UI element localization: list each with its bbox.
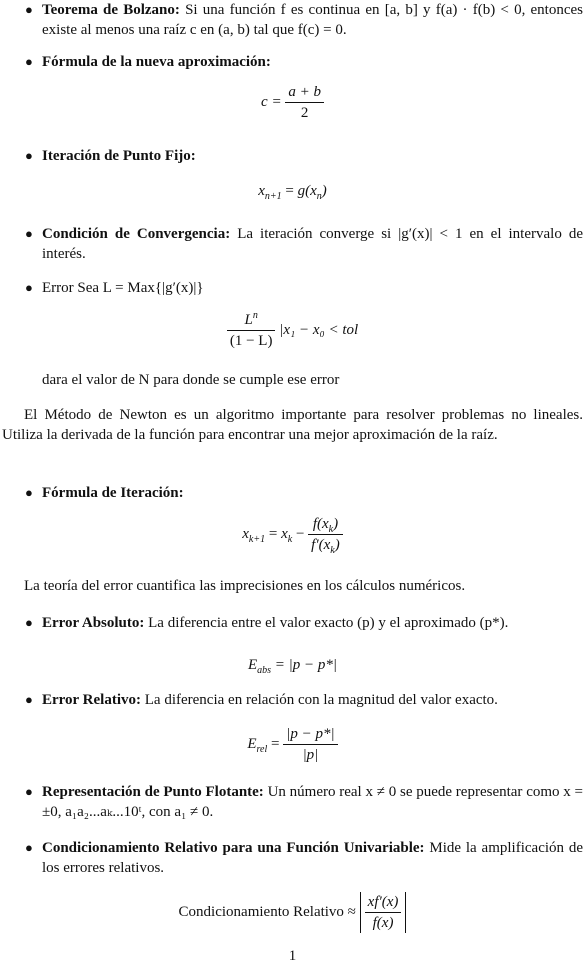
bullet-icon: ● <box>25 54 33 69</box>
condicionamiento-label: Condicionamiento Relativo para una Función Univariable: <box>42 840 425 856</box>
bullet-icon: ● <box>25 615 33 630</box>
newton-formula-label: Fórmula de Iteración: <box>42 485 184 501</box>
bolzano-item <box>25 0 584 40</box>
punto-flotante-item <box>25 782 583 822</box>
error-note: dara el valor de N para donde se cumple ese error <box>42 372 340 388</box>
newton-formula-item <box>25 483 583 503</box>
punto-fijo-label: Iteración de Punto Fijo: <box>42 148 196 164</box>
abs-error-rhs: = |p − p*| <box>274 657 338 673</box>
error-item <box>25 278 583 298</box>
bullet-icon: ● <box>25 692 33 707</box>
error-bound-numerator: $L^n$ <box>227 310 276 331</box>
nueva-aprox-label: Fórmula de la nueva aproximación: <box>42 54 271 70</box>
bullet-icon: ● <box>25 226 33 241</box>
error-relativo-label: Error Relativo: <box>42 692 142 708</box>
convergencia-text: La iteración converge si |g′(x)| < 1 en el intervalo de interés. <box>42 226 583 262</box>
bullet-icon: ● <box>25 485 33 500</box>
condicionamiento-item <box>25 838 584 878</box>
bullet-icon: ● <box>25 148 33 163</box>
midpoint-equation <box>0 82 585 123</box>
error-bound-equation <box>0 310 585 351</box>
error-absoluto-text: La diferencia entre el valor exacto (p) y el aproximado (p*). <box>148 615 509 631</box>
fixed-point-equation: $x_{n+1} = g(x_n)$ <box>258 183 327 202</box>
error-bound-denominator: (1 − L) <box>229 333 273 349</box>
bullet-icon: ● <box>25 840 33 855</box>
bolzano-text: Si una función f es continua en [a, b] y f(a) · f(b) < 0, entonces existe al menos una raíz c en (a, b) tal que f(c) = 0. <box>42 2 584 38</box>
punto-fijo-item <box>25 146 583 166</box>
teoria-error-text: La teoría del error cuantifica las imprecisiones en los cálculos numéricos. <box>24 578 466 594</box>
bolzano-label: Teorema de Bolzano: <box>42 2 180 18</box>
page-number: 1 <box>288 948 297 964</box>
error-bound-rhs: |x₁ − x₀ < tol <box>279 321 359 338</box>
newton-fraction <box>308 514 343 555</box>
rel-error-fraction <box>283 724 337 765</box>
error-absoluto-label: Error Absoluto: <box>42 615 145 631</box>
bullet-icon: ● <box>25 2 33 17</box>
condicionamiento-denominator: f(x) <box>372 915 394 931</box>
newton-numerator: $f(x_k)$ <box>308 514 343 535</box>
rel-error-numerator: |p − p*| <box>283 724 337 745</box>
abs-error-equation: $E_{abs} = |p - p*|$ <box>247 657 338 676</box>
condicionamiento-eq-label: Condicionamiento Relativo ≈ <box>178 903 356 920</box>
error-text: Error Sea L = Max{|g′(x)|} <box>42 280 204 296</box>
newton-paragraph: El Método de Newton es un algoritmo importante para resolver problemas no lineales. Utiliza la derivada de la función para encontrar una mejor aproximación de la raíz. <box>2 407 583 443</box>
rel-error-denominator: |p| <box>302 747 319 763</box>
convergencia-label: Condición de Convergencia: <box>42 226 231 242</box>
midpoint-lhs: c = <box>261 93 282 110</box>
condicionamiento-equation <box>0 892 585 933</box>
convergencia-item <box>25 224 583 264</box>
newton-equation: $x_{k+1} = x_k$ − $\frac{f(x_k)}{f'(x_k)}$ <box>0 514 585 555</box>
midpoint-fraction <box>285 82 324 123</box>
error-relativo-text: La diferencia en relación con la magnitud del valor exacto. <box>144 692 498 708</box>
error-bound-fraction <box>227 310 276 351</box>
rel-error-equation: $E_{rel}$ = $\frac{|p - p*|}{|p|}$ <box>0 724 585 765</box>
error-absoluto-item <box>25 613 583 633</box>
bullet-icon: ● <box>25 280 33 295</box>
condicionamiento-fraction <box>365 892 402 933</box>
nueva-aprox-item <box>25 52 583 72</box>
midpoint-denominator: 2 <box>300 105 309 121</box>
condicionamiento-numerator: xf′(x) <box>365 892 402 913</box>
bullet-icon: ● <box>25 784 33 799</box>
condicionamiento-abs <box>360 892 407 933</box>
punto-flotante-label: Representación de Punto Flotante: <box>42 784 264 800</box>
condicionamiento-text: Mide la amplificación de los errores relativos. <box>42 840 584 876</box>
error-relativo-item <box>25 690 583 710</box>
midpoint-numerator: a + b <box>285 82 324 103</box>
punto-flotante-text: Un número real x ≠ 0 se puede representar como x = ±0, a₁a₂...aₖ...10ᵗ, con a₁ ≠ 0. <box>42 784 583 820</box>
newton-denominator: $f'(x_k)$ <box>311 537 340 556</box>
